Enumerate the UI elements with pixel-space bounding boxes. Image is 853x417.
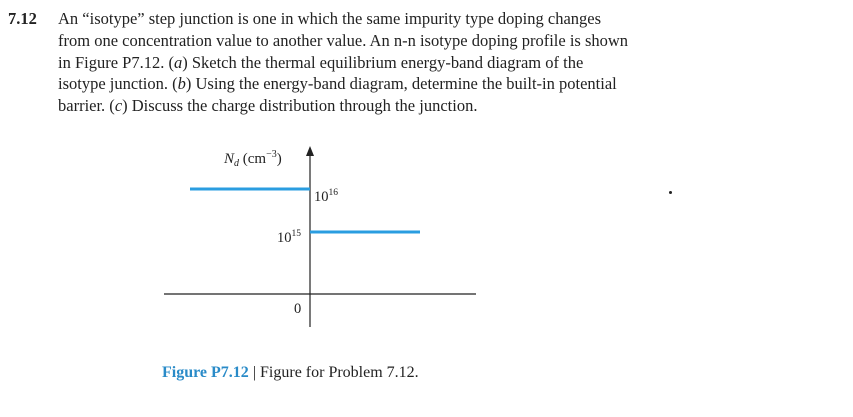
stray-dot — [669, 191, 672, 194]
problem-line-4-text-end: ) Using the energy-band diagram, determine the built-in potential — [185, 74, 617, 94]
level-low-label — [277, 226, 301, 246]
problem-line-1-text: An “isotype” step junction is one in which the same impurity type doping changes — [58, 9, 602, 28]
origin-label: 0 — [294, 301, 302, 317]
y-axis-arrow-icon — [306, 146, 314, 156]
level-low-exponent: 15 — [291, 229, 301, 239]
level-high-base: 10 — [314, 189, 329, 205]
part-b-label: b — [177, 74, 186, 94]
y-axis-subscript: d — [234, 158, 240, 169]
figure-caption — [162, 363, 419, 383]
problem-line-3-text-end: ) Sketch the thermal equilibrium energy-band diagram of the — [182, 52, 584, 72]
y-axis-unit-exponent: −3 — [266, 149, 277, 160]
figure-caption-separator: | — [248, 364, 261, 381]
problem-line-3-text: in Figure P7.12. ( — [58, 52, 174, 72]
problem-line-4-text: isotype junction. ( — [58, 74, 178, 94]
y-axis-unit-close: ) — [276, 151, 282, 167]
level-high-exponent: 16 — [328, 188, 338, 198]
level-low-base: 10 — [277, 230, 292, 246]
level-high-label — [314, 185, 338, 205]
y-axis-label — [224, 146, 282, 173]
y-axis-unit: (cm — [239, 151, 267, 167]
problem-line-2-text: from one concentration value to another value. An n-n isotype doping profile is shown — [58, 30, 629, 50]
part-a-label: a — [173, 52, 183, 72]
figure-caption-text: Figure for Problem 7.12. — [260, 364, 419, 381]
problem-number: 7.12 — [8, 9, 37, 28]
problem-line-5-text: barrier. ( — [58, 96, 115, 116]
y-axis-symbol: N — [224, 151, 235, 167]
part-c-label: c — [114, 96, 123, 116]
problem-line-5-text-end: ) Discuss the charge distribution through the junction. — [122, 96, 478, 116]
figure-caption-id: Figure P7.12 — [162, 364, 249, 381]
